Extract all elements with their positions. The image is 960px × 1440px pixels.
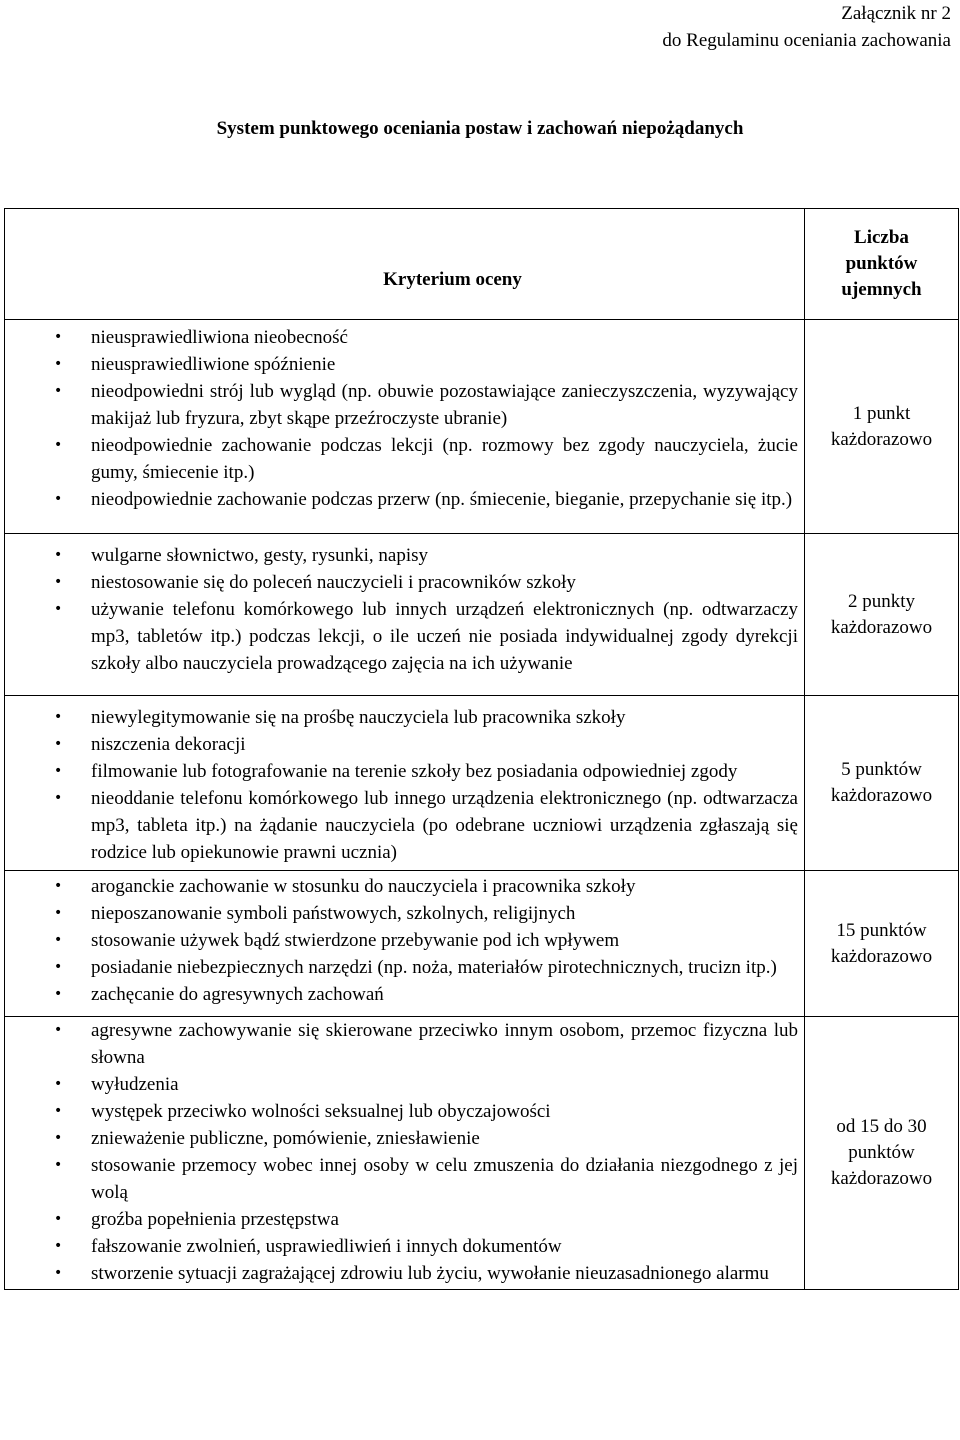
list-item: • posiadanie niebezpiecznych narzędzi (np. noża, materiałów pirotechnicznych, trucizn itp.)	[91, 954, 798, 981]
points-cell	[805, 871, 959, 1017]
table-header-row	[5, 209, 959, 320]
points-unit: punktów	[848, 1142, 915, 1163]
list-item: • wyłudzenia	[91, 1071, 798, 1098]
list-item: • aroganckie zachowanie w stosunku do nauczyciela i pracownika szkoły	[91, 873, 798, 900]
points-frequency: każdorazowo	[830, 785, 933, 806]
table-row	[5, 871, 959, 1017]
points-cell	[805, 696, 959, 871]
list-item: • nieoddanie telefonu komórkowego lub innego urządzenia elektronicznego (np. odtwarzacza mp3, tableta itp.) na żądanie nauczyciela (po odebrane uczniowi urządzenia zgłaszają się rodzice lub opiekunowie prawni ucznia)	[91, 785, 798, 866]
points-value: 1 punkt	[852, 402, 911, 424]
table-row	[5, 1017, 959, 1290]
criteria-cell	[5, 534, 805, 696]
points-cell	[805, 534, 959, 696]
table-row	[5, 534, 959, 696]
criteria-header-label: Kryterium oceny	[383, 269, 522, 290]
list-item: • stworzenie sytuacji zagrażającej zdrowiu lub życiu, wywołanie nieuzasadnionego alarmu	[91, 1260, 798, 1287]
list-item: • nieusprawiedliwiona nieobecność	[91, 324, 798, 351]
list-item: • stosowanie używek bądź stwierdzone przebywanie pod ich wpływem	[91, 927, 798, 954]
points-frequency: każdorazowo	[830, 1168, 933, 1189]
points-value: 5 punktów	[841, 759, 922, 780]
criteria-cell	[5, 696, 805, 871]
annex-header	[662, 0, 951, 54]
points-value: 2 punkty	[847, 590, 916, 612]
points-frequency: każdorazowo	[830, 616, 933, 638]
list-item: • zachęcanie do agresywnych zachowań	[91, 981, 798, 1008]
points-frequency: każdorazowo	[830, 945, 933, 967]
list-item: • znieważenie publiczne, pomówienie, zniesławienie	[91, 1125, 798, 1152]
points-column-header	[805, 209, 959, 320]
list-item: • niszczenia dekoracji	[91, 731, 798, 758]
points-cell	[805, 320, 959, 534]
document-title: System punktowego oceniania postaw i zachowań niepożądanych	[216, 118, 744, 139]
points-frequency: każdorazowo	[830, 428, 933, 450]
list-item: • niewylegitymowanie się na prośbę nauczyciela lub pracownika szkoły	[91, 704, 798, 731]
list-item: • niestosowanie się do poleceń nauczycieli i pracowników szkoły	[91, 569, 798, 596]
criteria-cell	[5, 1017, 805, 1290]
list-item: • wulgarne słownictwo, gesty, rysunki, napisy	[91, 542, 798, 569]
list-item: • używanie telefonu komórkowego lub innych urządzeń elektronicznych (np. odtwarzaczy mp3, tabletów itp.) podczas lekcji, o ile uczeń nie posiada indywidualnej zgody dyrekcji szkoły albo nauczyciela prowadzącego zajęcia na ich używanie	[91, 596, 798, 677]
list-item: • nieodpowiedni strój lub wygląd (np. obuwie pozostawiające zanieczyszczenia, wyzywający makijaż lub fryzura, zbyt skąpe przeźroczyste ubranie)	[91, 378, 798, 432]
points-header-line-2: punktów	[845, 253, 918, 274]
points-header-line-1: Liczba	[854, 227, 909, 248]
table-row	[5, 696, 959, 871]
criteria-list	[5, 704, 804, 866]
annex-line-1: Załącznik nr 2	[841, 3, 951, 24]
criteria-list	[5, 324, 804, 513]
annex-line-2: do Regulaminu oceniania zachowania	[662, 30, 951, 51]
list-item: • nieposzanowanie symboli państwowych, szkolnych, religijnych	[91, 900, 798, 927]
list-item: • nieusprawiedliwione spóźnienie	[91, 351, 798, 378]
list-item: • nieodpowiednie zachowanie podczas lekcji (np. rozmowy bez zgody nauczyciela, żucie gumy, śmiecenie itp.)	[91, 432, 798, 486]
list-item: • groźba popełnienia przestępstwa	[91, 1206, 798, 1233]
criteria-list	[5, 1017, 804, 1287]
points-cell	[805, 1017, 959, 1290]
criteria-table	[4, 208, 959, 1290]
list-item: • agresywne zachowywanie się skierowane przeciwko innym osobom, przemoc fizyczna lub słowna	[91, 1017, 798, 1071]
points-value: 15 punktów	[836, 919, 927, 941]
criteria-list	[5, 873, 804, 1008]
list-item: • nieodpowiednie zachowanie podczas przerw (np. śmiecenie, bieganie, przepychanie się itp.)	[91, 486, 798, 513]
criteria-column-header	[5, 209, 805, 320]
table-row	[5, 320, 959, 534]
list-item: • fałszowanie zwolnień, usprawiedliwień i innych dokumentów	[91, 1233, 798, 1260]
points-header-line-3: ujemnych	[841, 279, 922, 300]
list-item: • filmowanie lub fotografowanie na terenie szkoły bez posiadania odpowiedniej zgody	[91, 758, 798, 785]
list-item: • występek przeciwko wolności seksualnej lub obyczajowości	[91, 1098, 798, 1125]
criteria-cell	[5, 871, 805, 1017]
criteria-cell	[5, 320, 805, 534]
criteria-list	[5, 542, 804, 677]
list-item: • stosowanie przemocy wobec innej osoby w celu zmuszenia do działania niezgodnego z jej wolą	[91, 1152, 798, 1206]
points-value: od 15 do 30	[836, 1116, 927, 1137]
